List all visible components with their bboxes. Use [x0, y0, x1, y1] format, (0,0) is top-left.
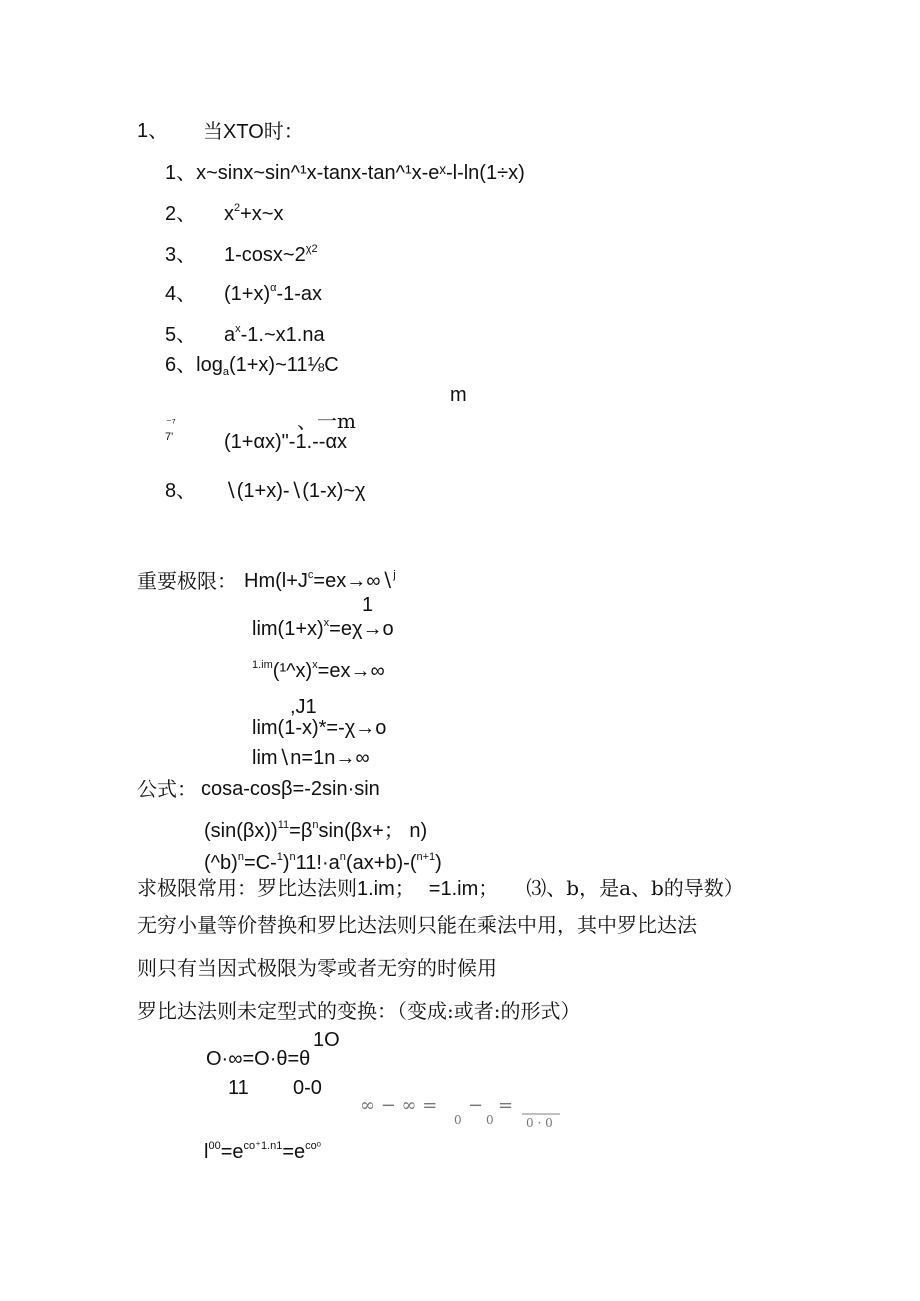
item-4-sup: α — [270, 282, 277, 294]
item-5-post: -1.~x1.na — [240, 324, 325, 346]
item-5-sup: x — [235, 323, 241, 335]
forms-top: 1O — [313, 1029, 340, 1051]
f3-s3: n — [289, 851, 296, 863]
rules-line-2: 无穷小量等价替换和罗比达法则只能在乘法中用，其中罗比达法 — [137, 913, 697, 937]
limit-line-1-tail: j — [393, 569, 396, 581]
item-6-sub: a — [222, 366, 229, 378]
formula-line-2-sup-2: n — [312, 819, 319, 831]
stray-dash-m — [297, 411, 356, 432]
img-mid: − — [468, 1095, 484, 1116]
last-sup-3: coᵒ — [305, 1140, 321, 1152]
rules-line-1-c: =1.im； — [428, 878, 499, 900]
item-7-formula: (1+αx)"-1.--αx — [224, 431, 348, 453]
item-2-sup: 2 — [234, 202, 241, 214]
item-6-pre: log — [196, 354, 223, 376]
stray-m: m — [450, 384, 467, 406]
limit-line-3-post: =ex→∞ — [317, 660, 385, 682]
limit-line-4: lim(1-x)*=-χ→o — [252, 717, 387, 739]
infinity-difference-image — [360, 1093, 570, 1129]
item-4-formula — [224, 284, 322, 304]
last-mid-2: =e — [282, 1141, 306, 1163]
f3-b: =C- — [243, 852, 277, 874]
section-title-latin: XTO — [223, 121, 264, 143]
item-7-number-b: 7' — [165, 431, 174, 443]
limit-line-1-pre: Hm(l+J — [244, 570, 308, 592]
rules-line-1-d: ⑶、b，是a、b的导数） — [526, 876, 744, 900]
section-title-pre: 当 — [203, 119, 223, 143]
limit-line-2 — [252, 619, 394, 639]
limit-line-1-sup: c — [307, 569, 314, 581]
stray-dash-m-text: 、一m — [297, 409, 356, 433]
item-8-number: 8、 — [165, 480, 197, 502]
last-sup-1: 00 — [208, 1140, 221, 1152]
item-2-formula — [224, 204, 283, 224]
img-zero-1: 0 — [454, 1113, 462, 1127]
img-den: 0 · 0 — [526, 1116, 553, 1129]
limit-line-3 — [252, 661, 385, 681]
limit-line-2-post: =eχ→o — [329, 618, 394, 640]
forms-last — [204, 1142, 321, 1162]
item-3-formula — [224, 245, 318, 265]
forms-under-b: 0-0 — [293, 1077, 322, 1099]
f3-c: ) — [282, 852, 290, 874]
formula-line-1: cosa-cosβ=-2sin·sin — [201, 778, 380, 800]
item-4-pre: (1+x) — [224, 283, 271, 305]
f3-s1: n — [237, 851, 244, 863]
f3-f: ) — [435, 852, 442, 874]
rules-line-4: 罗比达法则未定型式的变换：（变成:或者:的形式） — [137, 999, 581, 1023]
rules-line-3: 则只有当因式极限为零或者无穷的时候用 — [137, 956, 497, 980]
f3-a: (^b) — [204, 852, 238, 874]
limit-j1: ,J1 — [290, 696, 317, 718]
item-2-number: 2、 — [165, 203, 197, 225]
item-8-formula: ∖(1+x)-∖(1-x)~χ — [224, 480, 366, 502]
item-2-base: x — [224, 203, 234, 225]
limit-line-3-pre: (¹^x) — [272, 660, 313, 682]
section-title — [203, 121, 304, 142]
item-5-formula — [224, 325, 325, 345]
item-7-number-a: ⁻⁷ — [166, 417, 176, 429]
formula-line-2-post: sin(βx+； n) — [318, 820, 428, 842]
item-5-pre: a — [224, 324, 236, 346]
item-6 — [165, 354, 339, 378]
img-zero-2: 0 — [486, 1113, 494, 1127]
item-1-text: x~sinx~sin^¹x-tanx-tan^¹x-eˣ-l-ln(1÷x) — [196, 162, 525, 184]
formula-line-2-mid: =β — [289, 820, 313, 842]
limits-label: 重要极限： — [137, 569, 237, 593]
item-5-number: 5、 — [165, 324, 197, 346]
formula-line-3 — [204, 853, 442, 873]
item-4-post: -1-ax — [276, 283, 323, 305]
forms-under-a: 11 — [228, 1077, 249, 1099]
limit-one: 1 — [362, 594, 374, 616]
item-4-number: 4、 — [165, 283, 197, 305]
f3-s4: n — [339, 851, 346, 863]
last-mid: =e — [220, 1141, 244, 1163]
item-1 — [165, 163, 525, 183]
item-2-rest: +x~x — [240, 203, 284, 225]
formula-line-2-sup-1: 11 — [277, 819, 290, 831]
section-number: 1、 — [137, 120, 169, 142]
item-6-post: (1+x)~11⅛C — [228, 354, 339, 376]
item-6-number: 6、 — [165, 354, 197, 376]
formulas-label: 公式： — [137, 777, 197, 801]
item-3-number: 3、 — [165, 244, 197, 266]
forms-line-1: O·∞=O·θ=θ — [206, 1048, 311, 1070]
formula-line-2 — [204, 821, 427, 841]
limit-line-1 — [244, 571, 396, 591]
f3-e: (ax+b)-( — [345, 852, 417, 874]
item-1-number: 1、 — [165, 162, 197, 184]
img-eq: = — [498, 1095, 514, 1116]
section-title-post: 时： — [263, 119, 304, 143]
f3-s2: 1 — [276, 851, 283, 863]
limit-line-3-lead: 1.im — [252, 659, 273, 671]
rules-line-1-b: 1.im； — [357, 878, 415, 900]
limit-line-1-post: =ex→∞∖ — [313, 570, 394, 592]
last-sup-2: co⁺1.n1 — [243, 1140, 283, 1152]
limit-line-2-pre: lim(1+x) — [252, 618, 324, 640]
item-3-sup: χ2 — [305, 243, 318, 255]
limit-line-5: lim∖n=1n→∞ — [252, 747, 370, 769]
rules-line-1 — [137, 878, 744, 899]
limit-line-3-sup: x — [312, 659, 318, 671]
img-left: ∞ − ∞ = — [360, 1095, 438, 1116]
f3-s5: n+1 — [416, 851, 436, 863]
item-3-text: 1-cosx~2 — [224, 244, 306, 266]
f3-d: 11!·a — [295, 852, 340, 874]
last-pre: l — [204, 1141, 209, 1163]
rules-line-1-a: 求极限常用：罗比达法则 — [137, 876, 357, 900]
limit-line-2-sup: x — [323, 617, 330, 629]
formula-line-2-pre: (sin(βx)) — [204, 820, 278, 842]
